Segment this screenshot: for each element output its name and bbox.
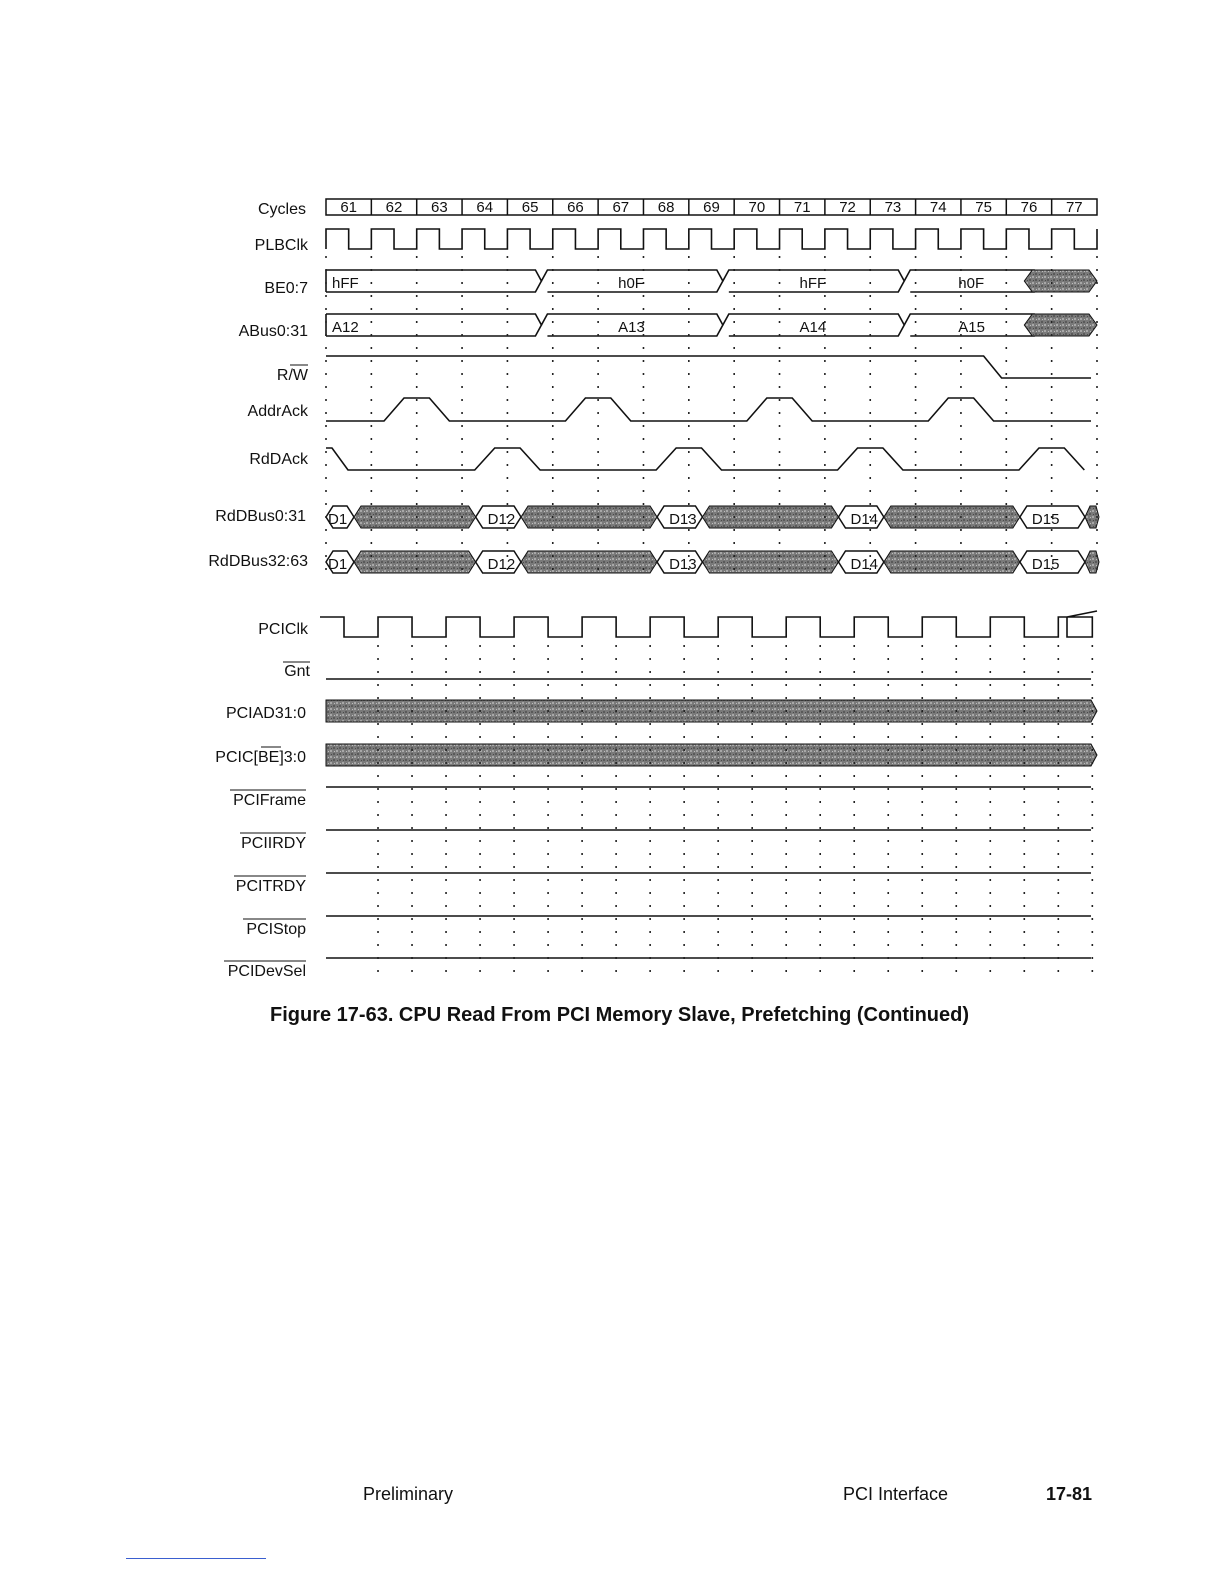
label-pciclk: PCIClk <box>258 621 308 638</box>
cycle-number: 61 <box>340 199 358 216</box>
rddbus32-undefined <box>884 551 1020 573</box>
label-plbclk: PLBClk <box>254 237 308 254</box>
rddbus32-undefined <box>354 551 476 573</box>
be-undefined <box>1024 270 1097 292</box>
cycle-number: 76 <box>1020 199 1038 216</box>
label-gnt: Gnt <box>284 663 310 680</box>
label-rw: R/W <box>276 367 308 384</box>
plbclk-wave <box>326 229 1097 249</box>
cycle-number: 66 <box>567 199 584 216</box>
pcicbe-undefined <box>326 744 1097 766</box>
label-cycles: Cycles <box>257 201 306 218</box>
rddbus0-undefined <box>521 506 657 528</box>
be-value: hFF <box>799 275 827 292</box>
abus-value: A15 <box>958 319 985 336</box>
abus-value: A12 <box>332 319 359 336</box>
cycle-number: 71 <box>793 199 811 216</box>
rddbus32-value: D15 <box>1031 556 1060 573</box>
cycle-number: 70 <box>748 199 766 216</box>
figure-caption: Figure 17-63. CPU Read From PCI Memory Slave, Prefetching (Continued) <box>270 1004 970 1026</box>
label-rddbus0: RdDBus0:31 <box>215 508 306 525</box>
label-rddack: RdDAck <box>249 451 308 468</box>
label-be: BE0:7 <box>264 280 308 297</box>
rddbus0-undefined <box>702 506 838 528</box>
abus-undefined <box>1024 314 1097 336</box>
label-pcistop: PCIStop <box>246 921 306 938</box>
abus-value: A14 <box>799 319 827 336</box>
rddbus32-undefined <box>702 551 838 573</box>
rddbus32-undefined <box>521 551 657 573</box>
rddbus0-value: D1 <box>328 511 348 528</box>
rddbus0-undefined <box>354 506 476 528</box>
pciad-undefined <box>326 700 1097 722</box>
dotted-guides <box>326 256 1097 980</box>
cycle-number: 62 <box>385 199 403 216</box>
cycle-number: 72 <box>839 199 856 216</box>
waveforms <box>320 229 1099 958</box>
addrack-wave <box>326 398 1091 421</box>
rddbus0-value: D13 <box>669 511 697 528</box>
signal-labels <box>208 201 310 980</box>
cycle-number: 68 <box>657 199 675 216</box>
cycle-number: 65 <box>521 199 539 216</box>
footnote-rule <box>126 1558 266 1559</box>
footer-preliminary: Preliminary <box>363 1484 454 1504</box>
cycle-number: 64 <box>476 199 494 216</box>
label-pcitrdy: PCITRDY <box>235 878 306 895</box>
rddack-wave <box>326 448 1084 470</box>
be-value: h0F <box>618 275 644 292</box>
rddbus0-undefined <box>884 506 1020 528</box>
rddbus0-value: D12 <box>487 511 516 528</box>
rddbus32-value: D14 <box>850 556 879 573</box>
pciclk-wave <box>320 611 1097 637</box>
rddbus32-value: D13 <box>669 556 697 573</box>
label-pcicbe: PCIC[BE]3:0 <box>215 749 306 766</box>
abus-value: A13 <box>618 319 645 336</box>
cycle-row <box>326 199 1097 216</box>
rddbus0-value: D14 <box>850 511 879 528</box>
cycle-number: 77 <box>1065 199 1083 216</box>
label-pciirdy: PCIIRDY <box>241 835 306 852</box>
cycle-number: 74 <box>929 199 947 216</box>
label-pciad: PCIAD31:0 <box>225 705 306 722</box>
label-pciframe: PCIFrame <box>233 792 306 809</box>
cycle-number: 63 <box>431 199 448 216</box>
footer-page-number: 17-81 <box>1046 1484 1093 1504</box>
label-pcidevsel: PCIDevSel <box>227 963 306 980</box>
cycle-number: 75 <box>975 199 992 216</box>
be-value: h0F <box>958 275 985 292</box>
rddbus0-value: D15 <box>1031 511 1060 528</box>
rddbus32-value: D12 <box>487 556 516 573</box>
label-rddbus32: RdDBus32:63 <box>208 553 308 570</box>
cycle-number: 67 <box>612 199 630 216</box>
rddbus32-value: D1 <box>328 556 348 573</box>
label-addrack: AddrAck <box>247 403 308 420</box>
label-abus: ABus0:31 <box>238 323 308 340</box>
cycle-number: 73 <box>884 199 902 216</box>
cycle-number: 69 <box>703 199 720 216</box>
rw-wave <box>326 356 1091 378</box>
be-value: hFF <box>332 275 359 292</box>
footer-section: PCI Interface <box>843 1484 949 1504</box>
